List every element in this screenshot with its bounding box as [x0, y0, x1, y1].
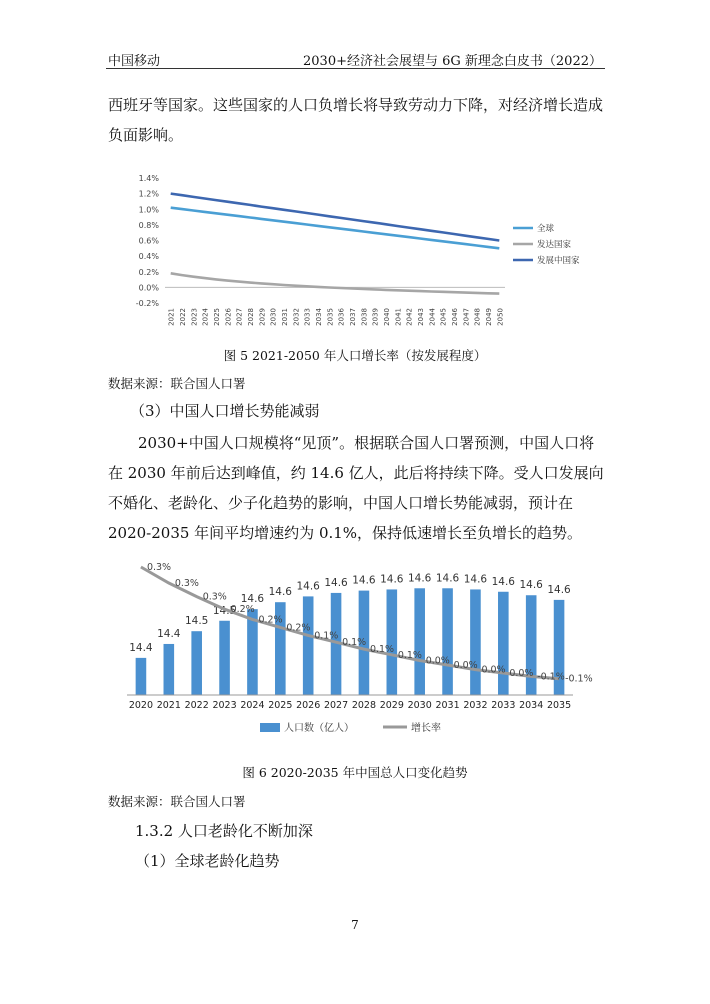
f6-x-tick-2027: 2027: [323, 700, 349, 711]
f5-y-tick-label: 0.4%: [138, 252, 159, 262]
f6-growth-label-2035: -0.1%: [565, 673, 593, 685]
f5-x-tick-2039: 2039: [371, 308, 380, 326]
f5-x-tick-2042: 2042: [405, 308, 414, 326]
f6-bar-2020: [136, 658, 147, 695]
f5-series-line-0: [171, 208, 500, 249]
f6-bar-2032: [470, 589, 481, 695]
f6-bar-label-2031: 14.6: [435, 572, 460, 585]
figure6-source: 数据来源：联合国人口署: [108, 794, 246, 809]
f6-x-tick-2028: 2028: [351, 700, 377, 711]
f5-series-line-2: [171, 194, 500, 241]
f6-legend-swatch-bars: [260, 723, 280, 732]
heading-global-aging: （1）全球老龄化趋势: [135, 852, 280, 870]
f5-x-tick-2025: 2025: [213, 308, 221, 326]
f6-growth-label-2026: 0.1%: [314, 630, 339, 642]
f6-bar-label-2029: 14.6: [380, 573, 404, 586]
f5-x-tick-2038: 2038: [360, 308, 369, 326]
f6-bar-label-2021: 14.4: [157, 627, 181, 640]
f6-bar-2031: [442, 588, 453, 695]
f5-x-tick-2028: 2028: [247, 308, 255, 326]
f5-x-tick-2029: 2029: [258, 308, 267, 326]
f6-growth-label-2028: 0.1%: [369, 644, 395, 656]
intro-paragraph: 西班牙等国家。这些国家的人口负增长将导致劳动力下降，对经济增长造成负面影响。: [108, 96, 604, 144]
f6-bar-2033: [498, 592, 509, 695]
f5-y-tick-label: 0.8%: [138, 220, 159, 230]
f5-x-tick-labels: [168, 307, 505, 325]
f6-bar-label-2033: 14.6: [491, 575, 516, 588]
f6-x-tick-2021: 2021: [156, 700, 181, 711]
f6-x-tick-2034: 2034: [519, 700, 544, 711]
f5-x-tick-2044: 2044: [428, 308, 437, 326]
f6-x-tick-2020: 2020: [128, 700, 154, 711]
f5-x-tick-2027: 2027: [235, 308, 244, 326]
f5-x-tick-2046: 2046: [451, 308, 459, 326]
f6-growth-label-2032: 0.0%: [481, 664, 506, 676]
f6-bar-label-2027: 14.6: [324, 576, 348, 589]
f6-legend-label-line: 增长率: [411, 723, 441, 734]
f6-x-tick-2024: 2024: [240, 700, 265, 711]
f6-x-tick-2032: 2032: [463, 700, 488, 711]
f6-growth-label-2031: 0.0%: [453, 660, 478, 672]
f6-legend: [260, 721, 441, 734]
f6-growth-label-2034: -0.1%: [537, 671, 565, 683]
header-right: 2030+经济社会展望与 6G 新理念白皮书（2022）: [303, 54, 602, 69]
f5-x-tick-2030: 2030: [269, 308, 278, 326]
f5-x-tick-2024: 2024: [201, 308, 210, 326]
f5-y-tick-label: 0.6%: [138, 236, 159, 246]
f6-growth-label-2029: 0.1%: [397, 649, 422, 661]
f6-bar-label-2025: 14.6: [268, 586, 293, 599]
f5-series-line-1: [171, 273, 500, 293]
f6-growth-label-2025: 0.2%: [286, 622, 311, 634]
f6-bar-2029: [387, 589, 398, 695]
f6-bar-2030: [414, 588, 425, 695]
figure6-caption: 图 6 2020-2035 年中国总人口变化趋势: [242, 765, 468, 780]
f6-x-tick-2031: 2031: [435, 700, 460, 711]
f6-bars: [129, 572, 571, 695]
f6-bar-2034: [526, 595, 537, 695]
f5-x-tick-2031: 2031: [281, 308, 289, 326]
f6-x-tick-2023: 2023: [212, 700, 237, 711]
f6-bar-label-2030: 14.6: [407, 572, 432, 585]
f6-bar-label-2035: 14.6: [547, 583, 571, 596]
f6-bar-label-2028: 14.6: [352, 574, 376, 587]
f6-x-tick-2030: 2030: [407, 700, 432, 711]
f5-x-tick-2034: 2034: [315, 308, 323, 326]
section3-heading: （3）中国人口增长势能减弱: [130, 402, 320, 420]
f5-x-tick-2032: 2032: [292, 308, 301, 326]
figure5-chart: [115, 170, 605, 335]
f5-legend-label-0: 全球: [537, 224, 555, 234]
f5-y-tick-label: 1.4%: [138, 174, 159, 183]
header-divider: [106, 68, 605, 69]
f6-growth-label-2020: 0.3%: [146, 562, 172, 573]
body-paragraph: 2030+中国人口规模将“见顶”。根据联合国人口署预测，中国人口将在 2030 年前后达到峰值，约 14.6 亿人，此后将持续下降。受人口发展向不婚化、老龄化、少子化趋势的影响，中国人口增长势能减弱，预计在 2020-2035 年间平均增速约为 0.1%，保持低速增长至负增长的趋势。: [108, 434, 604, 542]
page-number: 7: [351, 918, 359, 932]
f6-x-tick-2022: 2022: [184, 700, 209, 711]
f6-bar-label-2032: 14.6: [463, 573, 488, 586]
f5-legend: [513, 223, 580, 266]
f6-x-tick-2029: 2029: [379, 700, 404, 711]
f5-x-tick-2041: 2041: [394, 308, 403, 326]
header-left: 中国移动: [108, 54, 161, 69]
f6-bar-label-2022: 14.5: [184, 615, 209, 628]
f5-x-tick-2047: 2047: [462, 308, 471, 326]
f5-x-tick-2045: 2045: [439, 308, 448, 326]
f6-growth-label-2030: 0.0%: [425, 655, 450, 667]
f5-legend-label-1: 发达国家: [537, 240, 572, 250]
f6-bar-label-2024: 14.6: [240, 593, 265, 606]
f5-x-tick-2048: 2048: [473, 308, 482, 326]
f5-x-tick-2021: 2021: [167, 308, 176, 326]
f6-bar-2023: [219, 621, 230, 695]
f6-growth-label-2033: 0.0%: [509, 668, 534, 680]
f6-bar-2024: [247, 609, 258, 695]
f6-bar-2021: [164, 644, 175, 695]
f5-x-tick-2040: 2040: [383, 308, 391, 326]
f6-bar-label-2034: 14.6: [519, 579, 543, 592]
f6-x-tick-2033: 2033: [491, 700, 516, 711]
f6-growth-label-2023: 0.2%: [230, 604, 255, 616]
f5-x-tick-2022: 2022: [179, 308, 187, 326]
f5-y-tick-label: 0.0%: [138, 283, 159, 293]
figure6-chart: [105, 555, 605, 745]
f5-y-tick-label: 1.2%: [138, 189, 159, 199]
f6-axis: [127, 695, 573, 711]
f6-legend-label-bars: 人口数（亿人）: [284, 723, 354, 734]
f5-x-tick-2036: 2036: [337, 308, 346, 326]
f5-x-tick-2037: 2037: [349, 308, 357, 326]
f5-x-tick-2026: 2026: [224, 308, 233, 326]
f5-series: [171, 194, 500, 294]
f6-bar-label-2023: 14.5: [212, 604, 237, 617]
f5-x-tick-2043: 2043: [417, 308, 425, 326]
f6-growth-label-2027: 0.1%: [342, 637, 367, 649]
f5-x-tick-2035: 2035: [326, 308, 335, 326]
f6-growth-label-2021: 0.3%: [174, 577, 199, 589]
f5-y-tick-label: 1.0%: [138, 205, 159, 215]
f6-growth-label-2024: 0.2%: [258, 614, 283, 626]
f6-growth-label-2022: 0.3%: [202, 591, 227, 603]
figure5-source: 数据来源：联合国人口署: [108, 376, 246, 391]
figure5-caption: 图 5 2021-2050 年人口增长率（按发展程度）: [223, 348, 487, 363]
f5-legend-label-2: 发展中国家: [537, 256, 580, 266]
f5-x-tick-2033: 2033: [303, 308, 312, 326]
f5-x-tick-2049: 2049: [485, 308, 493, 326]
f6-x-tick-2025: 2025: [268, 700, 293, 711]
f6-bar-label-2020: 14.4: [129, 641, 153, 654]
f6-bar-2026: [303, 596, 314, 695]
f6-bar-2022: [191, 631, 202, 695]
heading-1-3-2: 1.3.2 人口老龄化不断加深: [135, 822, 313, 840]
f5-y-tick-label: -0.2%: [135, 299, 159, 308]
f5-y-tick-label: 0.2%: [138, 267, 159, 277]
f6-bar-label-2026: 14.6: [296, 580, 320, 593]
f6-x-tick-2026: 2026: [296, 700, 321, 711]
f5-x-tick-2050: 2050: [496, 308, 505, 326]
f6-x-tick-2035: 2035: [546, 700, 572, 711]
f5-x-tick-2023: 2023: [190, 308, 199, 326]
